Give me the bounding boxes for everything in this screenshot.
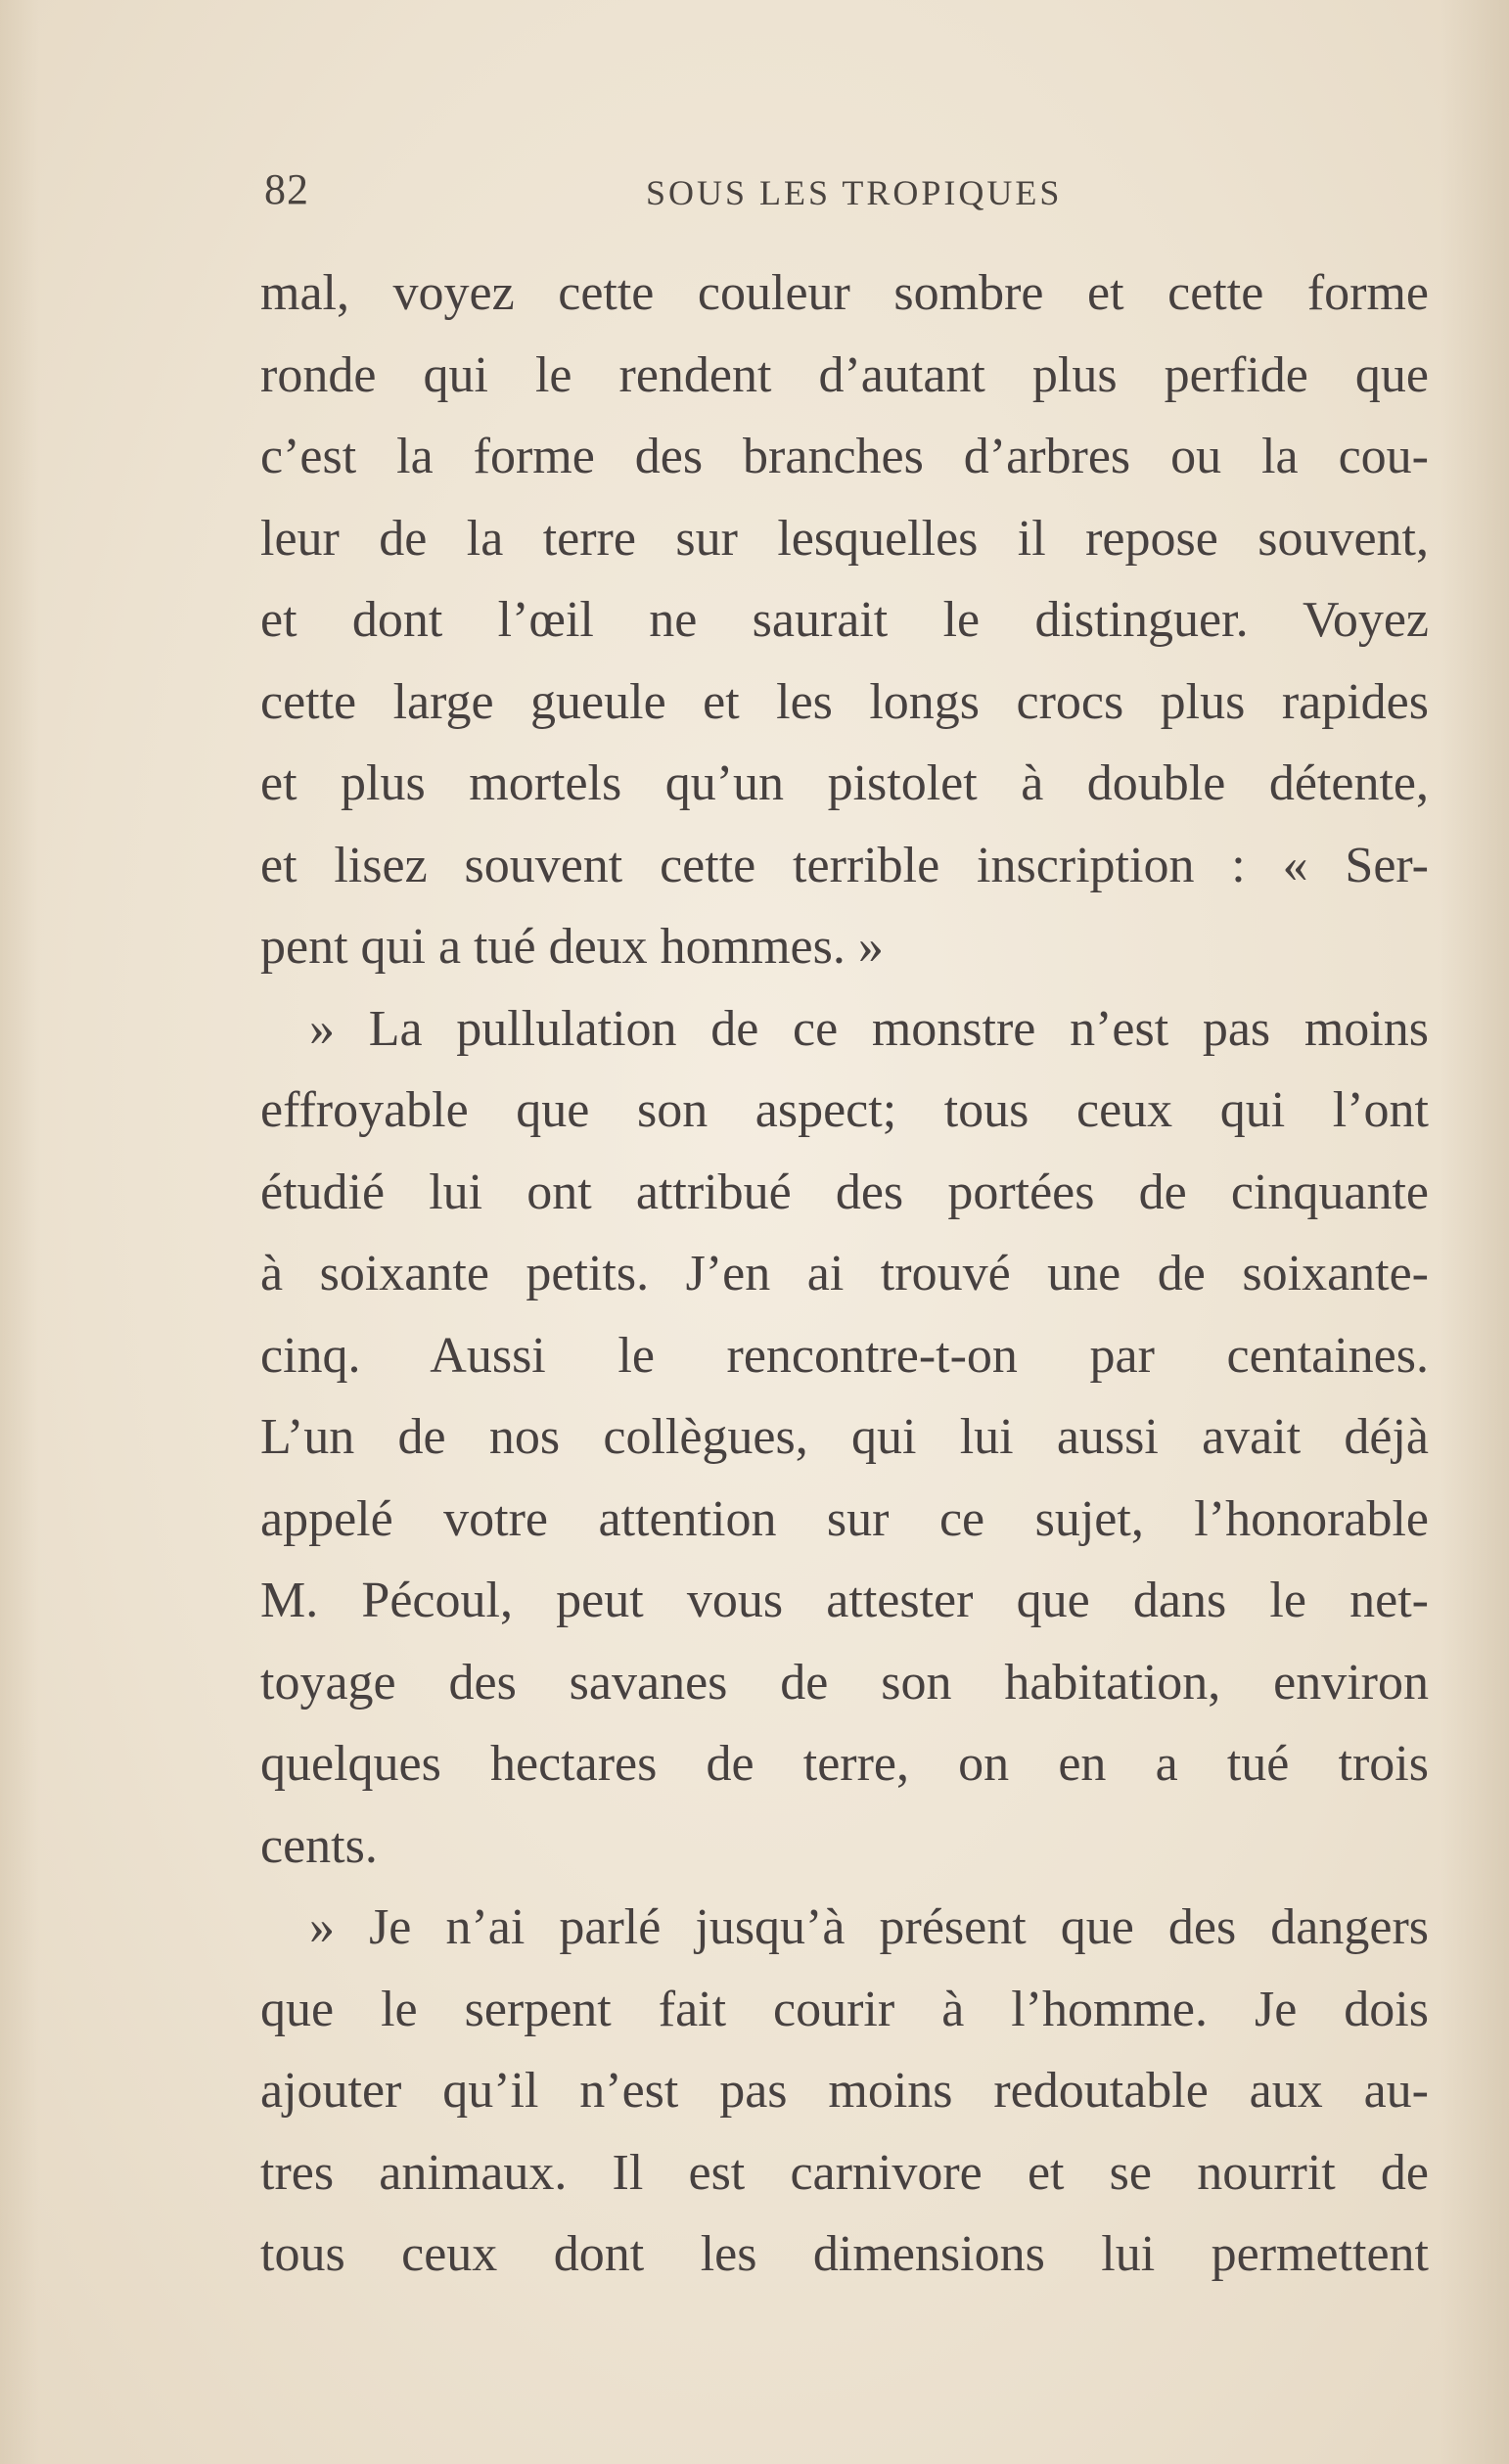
- text-line: cinq. Aussi le rencontre-t-on par centaines.: [260, 1327, 1429, 1384]
- text-line: tres animaux. Il est carnivore et se nourrit de: [260, 2144, 1429, 2201]
- text-line: appelé votre attention sur ce sujet, l’honorable: [260, 1490, 1429, 1547]
- text-line: ajouter qu’il n’est pas moins redoutable aux au-: [260, 2063, 1429, 2119]
- text-line: leur de la terre sur lesquelles il repose souvent,: [260, 510, 1429, 567]
- text-line: c’est la forme des branches d’arbres ou la cou-: [260, 429, 1429, 484]
- page-header: [264, 164, 1429, 223]
- text-line: et plus mortels qu’un pistolet à double détente,: [260, 755, 1429, 811]
- text-line: et dont l’œil ne saurait le distinguer. Voyez: [260, 592, 1429, 648]
- text-line: pent qui a tué deux hommes. »: [260, 919, 884, 975]
- text-line: M. Pécoul, peut vous attester que dans le net-: [260, 1573, 1429, 1628]
- text-line: » La pullulation de ce monstre n’est pas moins: [309, 1000, 1429, 1057]
- page-left-shadow: [0, 0, 39, 2464]
- text-line: » Je n’ai parlé jusqu’à présent que des dangers: [309, 1899, 1429, 1955]
- text-line: cette large gueule et les longs crocs plus rapides: [260, 673, 1429, 730]
- text-line: que le serpent fait courir à l’homme. Je dois: [260, 1981, 1429, 2037]
- text-line: effroyable que son aspect; tous ceux qui l’ont: [260, 1082, 1429, 1138]
- text-line: L’un de nos collègues, qui lui aussi avait déjà: [260, 1409, 1429, 1465]
- running-title: SOUS LES TROPIQUES: [646, 173, 1063, 212]
- page-right-shadow: [1440, 0, 1509, 2464]
- text-line: mal, voyez cette couleur sombre et cette forme: [260, 265, 1429, 321]
- page-number: 82: [264, 165, 309, 213]
- text-line: cents.: [260, 1817, 378, 1874]
- text-line: ronde qui le rendent d’autant plus perfide que: [260, 346, 1429, 403]
- text-line: quelques hectares de terre, on en a tué trois: [260, 1736, 1429, 1792]
- text-line: tous ceux dont les dimensions lui permettent: [260, 2226, 1429, 2282]
- text-line: et lisez souvent cette terrible inscription : « Ser-: [260, 837, 1429, 893]
- text-line: étudié lui ont attribué des portées de cinquante: [260, 1164, 1429, 1220]
- text-line: toyage des savanes de son habitation, environ: [260, 1654, 1429, 1711]
- text-line: à soixante petits. J’en ai trouvé une de soixante-: [260, 1246, 1429, 1301]
- body-text: [260, 252, 1429, 2296]
